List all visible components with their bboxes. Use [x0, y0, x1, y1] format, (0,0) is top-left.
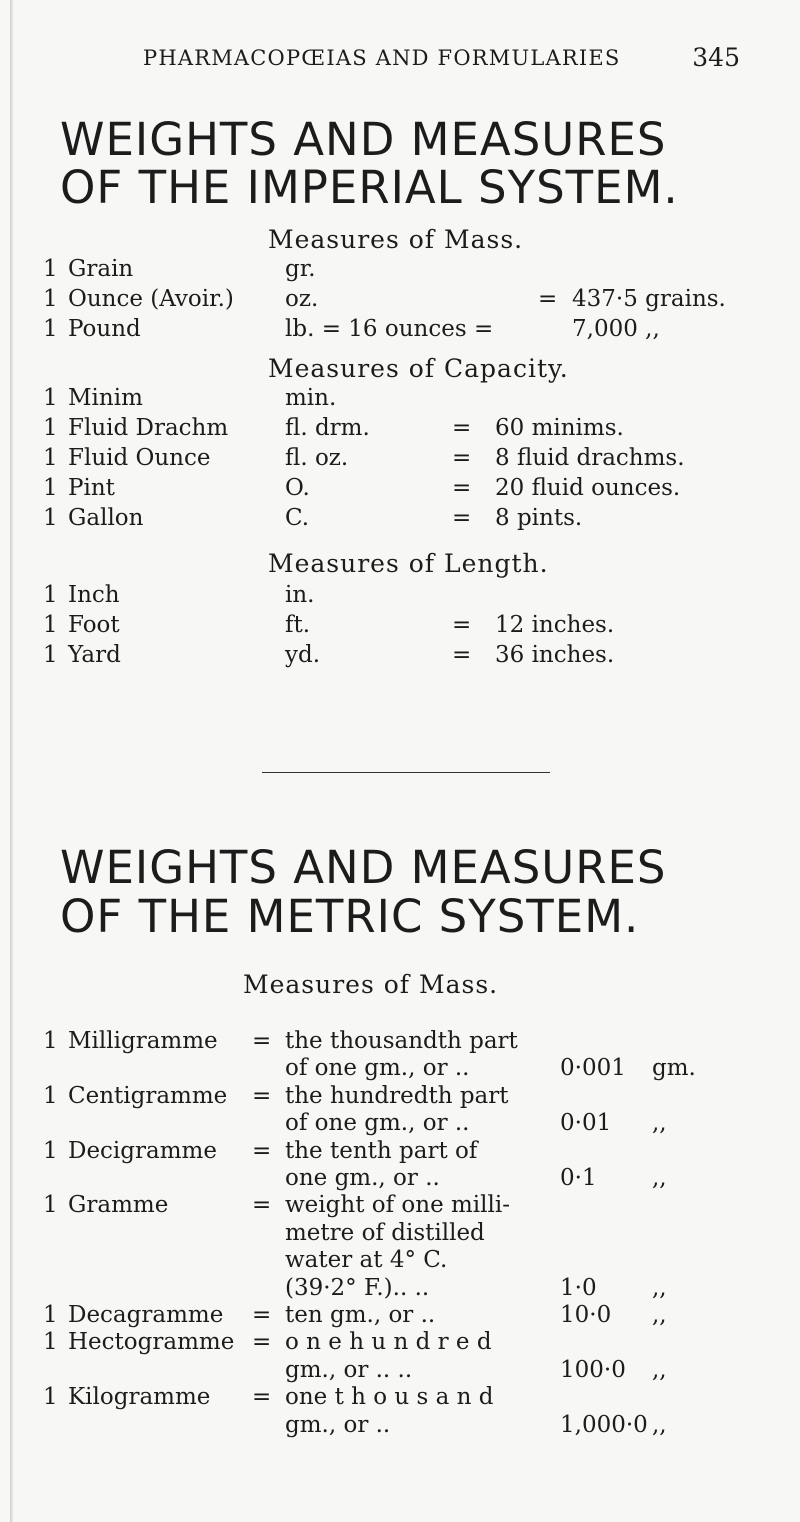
- cell-desc: ten gm., or ..: [285, 1302, 436, 1328]
- cell-desc: weight of one milli-: [285, 1192, 511, 1219]
- cell-value: 8 fluid drachms.: [495, 445, 685, 471]
- cell-qty: 1: [43, 642, 58, 668]
- cell-unit: Grain: [68, 256, 134, 282]
- cell-abbr: gr.: [285, 256, 316, 282]
- cell-desc: o n e h u n d r e d: [285, 1329, 492, 1356]
- cell-eq: =: [452, 505, 472, 531]
- cell-unit: Pint: [68, 475, 115, 501]
- cell-qty: 1: [43, 316, 58, 342]
- cell-unit: Decagramme: [68, 1302, 224, 1328]
- cell-qty: 1: [43, 415, 58, 441]
- imperial-heading-line2: OF THE IMPERIAL SYSTEM.: [60, 161, 679, 214]
- cell-suffix: ,,: [652, 1110, 667, 1137]
- table-row: [0, 612, 800, 644]
- cell-value: 7,000 ,,: [572, 316, 660, 342]
- cell-value: 36 inches.: [495, 642, 615, 668]
- running-head: [0, 40, 800, 80]
- cell-eq: =: [452, 642, 472, 668]
- cell-eq: =: [538, 286, 558, 312]
- imperial-mass-title: Measures of Mass.: [268, 225, 524, 254]
- table-row: [0, 1412, 800, 1444]
- cell-unit: Hectogramme: [68, 1329, 235, 1356]
- cell-eq: =: [452, 475, 472, 501]
- cell-value: 12 inches.: [495, 612, 615, 638]
- cell-value: 1·0: [560, 1274, 597, 1301]
- cell-desc: gm., or ..: [285, 1411, 391, 1438]
- cell-eq: =: [452, 612, 472, 638]
- cell-suffix: ,,: [652, 1274, 667, 1301]
- cell-qty: 1: [43, 256, 58, 282]
- table-row: [0, 445, 800, 477]
- table-row: [0, 256, 800, 288]
- cell-value: 60 minims.: [495, 415, 624, 441]
- cell-suffix: ,,: [652, 1165, 667, 1191]
- cell-value: 437·5 grains.: [572, 286, 726, 312]
- cell-value: 100·0: [560, 1356, 626, 1383]
- cell-eq: =: [452, 415, 472, 441]
- cell-eq: =: [252, 1302, 272, 1328]
- cell-qty: 1: [43, 1302, 58, 1328]
- cell-qty: 1: [43, 286, 58, 312]
- cell-unit: Foot: [68, 612, 120, 638]
- cell-qty: 1: [43, 445, 58, 471]
- cell-qty: 1: [43, 612, 58, 638]
- imperial-capacity-title: Measures of Capacity.: [268, 354, 569, 383]
- cell-eq: =: [252, 1192, 272, 1219]
- cell-eq: =: [252, 1137, 272, 1164]
- cell-value: 20 fluid ounces.: [495, 475, 681, 501]
- cell-abbr: min.: [285, 385, 337, 411]
- cell-unit: Centigramme: [68, 1082, 228, 1109]
- cell-qty: 1: [43, 1028, 58, 1054]
- page-number: 345: [692, 43, 740, 72]
- cell-desc: one gm., or ..: [285, 1165, 440, 1191]
- cell-eq: =: [452, 445, 472, 471]
- table-row: [0, 415, 800, 447]
- running-head-title: PHARMACOPŒIAS AND FORMULARIES: [143, 46, 621, 70]
- cell-abbr: yd.: [285, 642, 321, 668]
- cell-qty: 1: [43, 505, 58, 531]
- table-row: [0, 475, 800, 507]
- cell-eq: =: [252, 1329, 272, 1356]
- table-row: [0, 642, 800, 674]
- cell-suffix: ,,: [652, 1302, 667, 1328]
- cell-unit: Milligramme: [68, 1028, 218, 1054]
- table-row: [0, 385, 800, 417]
- cell-unit: Fluid Ounce: [68, 445, 211, 471]
- cell-qty: 1: [43, 1137, 58, 1164]
- cell-abbr: ft.: [285, 612, 311, 638]
- cell-abbr: lb. = 16 ounces =: [285, 316, 494, 342]
- cell-abbr: fl. drm.: [285, 415, 370, 441]
- cell-qty: 1: [43, 1329, 58, 1356]
- cell-desc: gm., or .. ..: [285, 1356, 413, 1383]
- cell-eq: =: [252, 1384, 272, 1411]
- cell-desc: water at 4° C.: [285, 1247, 448, 1274]
- cell-abbr: C.: [285, 505, 310, 531]
- cell-unit: Inch: [68, 582, 120, 608]
- cell-desc: the thousandth part: [285, 1028, 518, 1054]
- cell-abbr: in.: [285, 582, 315, 608]
- cell-qty: 1: [43, 1192, 58, 1219]
- cell-unit: Gallon: [68, 505, 144, 531]
- cell-desc: (39·2° F.).. ..: [285, 1274, 430, 1301]
- cell-desc: metre of distilled: [285, 1219, 485, 1246]
- cell-qty: 1: [43, 1384, 58, 1411]
- cell-value: 1,000·0: [560, 1411, 648, 1438]
- cell-unit: Ounce (Avoir.): [68, 286, 234, 312]
- cell-abbr: fl. oz.: [285, 445, 349, 471]
- cell-unit: Decigramme: [68, 1137, 217, 1164]
- section-divider: [262, 772, 550, 773]
- cell-unit: Gramme: [68, 1192, 169, 1219]
- cell-desc: the tenth part of: [285, 1137, 478, 1164]
- cell-unit: Pound: [68, 316, 141, 342]
- cell-eq: =: [252, 1082, 272, 1109]
- cell-desc: one t h o u s a n d: [285, 1384, 494, 1411]
- cell-unit: Kilogramme: [68, 1384, 211, 1411]
- cell-desc: of one gm., or ..: [285, 1110, 470, 1137]
- cell-suffix: ,,: [652, 1356, 667, 1383]
- cell-value: 0·001: [560, 1055, 626, 1082]
- cell-suffix: ,,: [652, 1411, 667, 1438]
- cell-unit: Fluid Drachm: [68, 415, 229, 441]
- cell-qty: 1: [43, 385, 58, 411]
- table-row: [0, 316, 800, 348]
- metric-heading-line1: WEIGHTS AND MEASURES: [60, 841, 667, 894]
- cell-abbr: O.: [285, 475, 310, 501]
- imperial-heading-line1: WEIGHTS AND MEASURES: [60, 113, 667, 166]
- metric-mass-title: Measures of Mass.: [243, 970, 499, 999]
- table-row: [0, 582, 800, 614]
- table-row: [0, 286, 800, 318]
- cell-desc: the hundredth part: [285, 1082, 509, 1109]
- imperial-length-title: Measures of Length.: [268, 549, 549, 578]
- cell-qty: 1: [43, 582, 58, 608]
- cell-qty: 1: [43, 1082, 58, 1109]
- table-row: [0, 505, 800, 537]
- cell-eq: =: [252, 1028, 272, 1054]
- cell-value: 0·01: [560, 1110, 612, 1137]
- cell-suffix: gm.: [652, 1055, 696, 1082]
- cell-unit: Yard: [68, 642, 121, 668]
- cell-abbr: oz.: [285, 286, 319, 312]
- cell-unit: Minim: [68, 385, 143, 411]
- cell-value: 0·1: [560, 1165, 597, 1191]
- cell-desc: of one gm., or ..: [285, 1055, 470, 1082]
- cell-value: 10·0: [560, 1302, 612, 1328]
- cell-value: 8 pints.: [495, 505, 583, 531]
- cell-qty: 1: [43, 475, 58, 501]
- metric-heading-line2: OF THE METRIC SYSTEM.: [60, 890, 640, 943]
